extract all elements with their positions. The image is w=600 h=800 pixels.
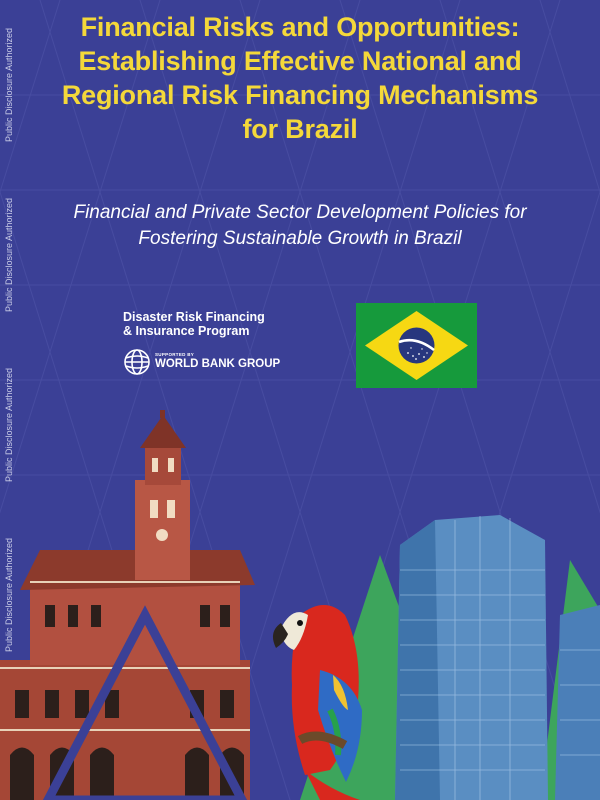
disclosure-label-1: Public Disclosure Authorized: [4, 27, 14, 143]
brazil-landmarks-illustration: [0, 410, 600, 800]
disclosure-label-4: Public Disclosure Authorized: [4, 537, 14, 653]
supported-by-label: SUPPORTED BY: [155, 352, 195, 357]
world-bank-group-name: WORLD BANK GROUP: [155, 358, 281, 370]
scarlet-macaw: [273, 605, 362, 800]
glass-skyscraper: [395, 515, 600, 800]
title-line-1: Financial Risks and Opportunities:: [80, 12, 520, 42]
historic-palace: [0, 410, 255, 800]
title-line-3: Regional Risk Financing Mechanisms: [61, 80, 539, 110]
subtitle-line-2: Fostering Sustainable Growth in Brazil: [138, 228, 462, 249]
title-line-2: Establishing Effective National and: [78, 46, 522, 76]
program-line-1: Disaster Risk Financing: [123, 310, 265, 324]
subtitle-line-1: Financial and Private Sector Development Policies for: [73, 202, 527, 223]
world-bank-group-logo: [123, 348, 283, 378]
document-subtitle: [30, 200, 570, 252]
drfip-logo-text: [123, 310, 293, 338]
document-title: [20, 10, 580, 146]
world-bank-globe-icon: [123, 348, 151, 376]
brazil-flag: [356, 303, 477, 388]
title-line-4: for Brazil: [242, 114, 358, 144]
disclosure-label-3: Public Disclosure Authorized: [4, 367, 14, 483]
disclosure-label-2: Public Disclosure Authorized: [4, 197, 14, 313]
program-line-2: & Insurance Program: [123, 324, 250, 338]
